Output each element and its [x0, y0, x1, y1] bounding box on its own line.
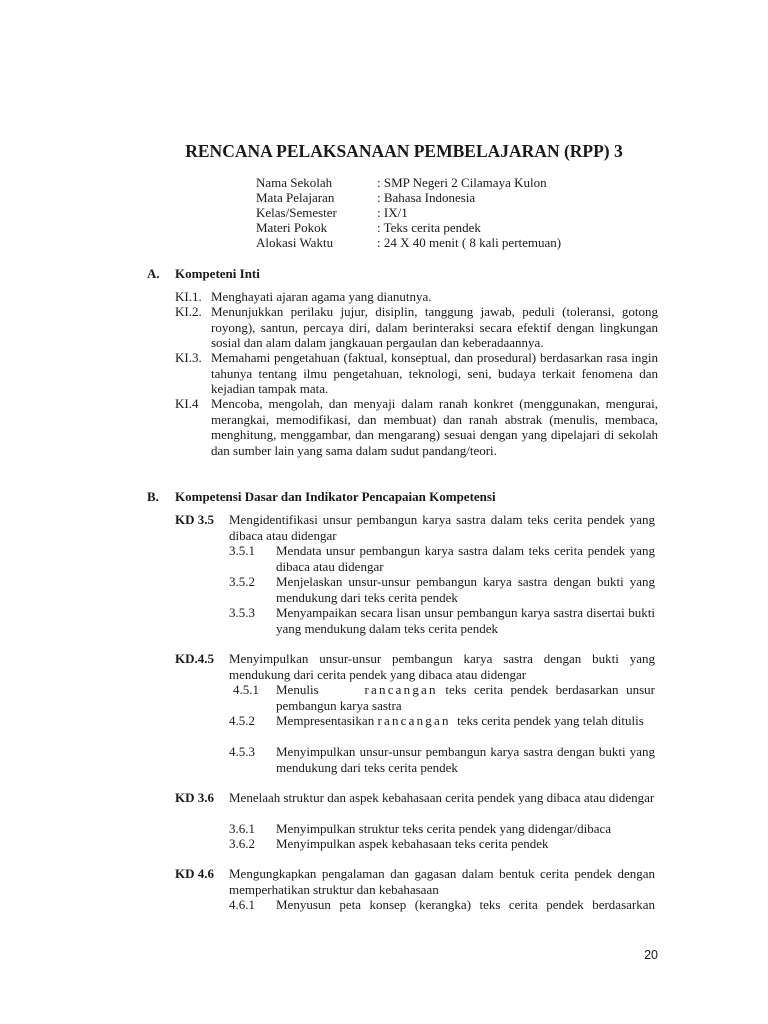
indicator-3-5-1-code: 3.5.1	[229, 543, 255, 558]
section-b-title: Kompetensi Dasar dan Indikator Pencapaian Kompetensi	[175, 489, 496, 504]
indicator-4-5-3-text: Menyimpulkan unsur-unsur pembangun karya sastra dengan bukti yang mendukung dari teks cerita pendek	[276, 744, 655, 775]
kd-4-6-text: Mengungkapkan pengalaman dan gagasan dalam bentuk cerita pendek dengan memperhatikan struktur dan kebahasaan	[229, 866, 655, 897]
indicator-3-5-3-text: Menyampaikan secara lisan unsur pembangun karya sastra disertai bukti yang mendukung dalam teks cerita pendek	[276, 605, 655, 636]
ki-3-code: KI.3.	[175, 350, 202, 365]
indicator-4-5-2-text-a: Mempresentasikan	[276, 713, 375, 728]
indicator-3-6-1-code: 3.6.1	[229, 821, 255, 836]
kd-4-5-code: KD.4.5	[175, 651, 214, 666]
info-label-school: Nama Sekolah	[256, 175, 333, 190]
info-label-time: Alokasi Waktu	[256, 235, 334, 250]
indicator-4-5-2-code: 4.5.2	[229, 713, 255, 728]
indicator-3-6-2-code: 3.6.2	[229, 836, 255, 851]
indicator-3-5-2-code: 3.5.2	[229, 574, 255, 589]
indicator-3-6-1-text: Menyimpulkan struktur teks cerita pendek yang didengar/dibaca	[276, 821, 612, 836]
indicator-4-6-1-code: 4.6.1	[229, 897, 255, 912]
info-value-time: : 24 X 40 menit ( 8 kali pertemuan)	[377, 235, 562, 250]
info-value-class: : IX/1	[377, 205, 408, 220]
info-label-subject: Mata Pelajaran	[256, 190, 335, 205]
section-a-letter: A.	[147, 266, 160, 281]
ki-3-text: Memahami pengetahuan (faktual, konseptual, dan prosedural) berdasarkan rasa ingin tahunya tentang ilmu pengetahuan, teknologi, seni, budaya terkait fenomena dan kejadian tampak mata.	[211, 350, 658, 396]
ki-4-code: KI.4	[175, 396, 199, 411]
ki-2-text: Menunjukkan perilaku jujur, disiplin, tanggung jawab, peduli (toleransi, gotong royong), santun, percaya diri, dalam berinteraksi secara efektif dengan lingkungan sosial dan alam dalam jangkauan pergaulan dan keberadaannya.	[211, 304, 658, 350]
kd-3-6-text: Menelaah struktur dan aspek kebahasaan cerita pendek yang dibaca atau didengar	[229, 790, 655, 805]
indicator-4-5-1-text-b: teks cerita pendek berdasarkan unsur pembangun karya sastra	[276, 682, 656, 713]
ki-4-text: Mencoba, mengolah, dan menyaji dalam ranah konkret (menggunakan, mengurai, merangkai, memodifikasi, dan membuat) dan ranah abstrak (menulis, membaca, menghitung, menggambar, dan mengarang) sesuai dengan yang dipelajari di sekolah dan sumber lain yang sama dalam sudut pandang/teori.	[211, 396, 658, 458]
info-label-topic: Materi Pokok	[256, 220, 328, 235]
indicator-4-5-2-spaced-word: rancangan	[377, 713, 451, 728]
indicator-3-5-1-text: Mendata unsur pembangun karya sastra dalam teks cerita pendek yang dibaca atau didengar	[276, 543, 655, 574]
kd-3-5-text: Mengidentifikasi unsur pembangun karya sastra dalam teks cerita pendek yang dibaca atau didengar	[229, 512, 655, 543]
info-value-school: : SMP Negeri 2 Cilamaya Kulon	[377, 175, 547, 190]
kd-4-6-code: KD 4.6	[175, 866, 214, 881]
ki-1-text: Menghayati ajaran agama yang dianutnya.	[211, 289, 432, 304]
indicator-4-5-3-code: 4.5.3	[229, 744, 255, 759]
indicator-4-5-1-text	[276, 682, 655, 713]
page-title: RENCANA PELAKSANAAN PEMBELAJARAN (RPP) 3	[185, 141, 623, 161]
page-number: 20	[644, 948, 658, 962]
info-value-subject: : Bahasa Indonesia	[377, 190, 476, 205]
indicator-4-5-1-code: 4.5.1	[233, 682, 259, 697]
kd-3-6-code: KD 3.6	[175, 790, 214, 805]
indicator-4-6-1-text: Menyusun peta konsep (kerangka) teks cerita pendek berdasarkan	[276, 897, 655, 912]
indicator-3-5-3-code: 3.5.3	[229, 605, 255, 620]
indicator-3-6-2-text: Menyimpulkan aspek kebahasaan teks cerita pendek	[276, 836, 549, 851]
ki-2-code: KI.2.	[175, 304, 202, 319]
indicator-4-5-2-text-b: teks cerita pendek yang telah ditulis	[457, 713, 644, 728]
info-value-topic: : Teks cerita pendek	[377, 220, 481, 235]
indicator-4-5-1-text-a: Menulis	[276, 682, 319, 697]
indicator-3-5-2-text: Menjelaskan unsur-unsur pembangun karya sastra dengan bukti yang mendukung dari teks cerita pendek	[276, 574, 655, 605]
indicator-4-5-1-spaced-word: rancangan	[364, 682, 438, 697]
kd-4-5-text: Menyimpulkan unsur-unsur pembangun karya sastra dengan bukti yang mendukung dari cerita pendek yang dibaca atau didengar	[229, 651, 655, 682]
section-a-title: Kompeteni Inti	[175, 266, 260, 281]
ki-1-code: KI.1.	[175, 289, 202, 304]
section-b-letter: B.	[147, 489, 159, 504]
info-label-class: Kelas/Semester	[256, 205, 337, 220]
indicator-4-5-2-text	[276, 713, 655, 729]
kd-3-5-code: KD 3.5	[175, 512, 214, 527]
